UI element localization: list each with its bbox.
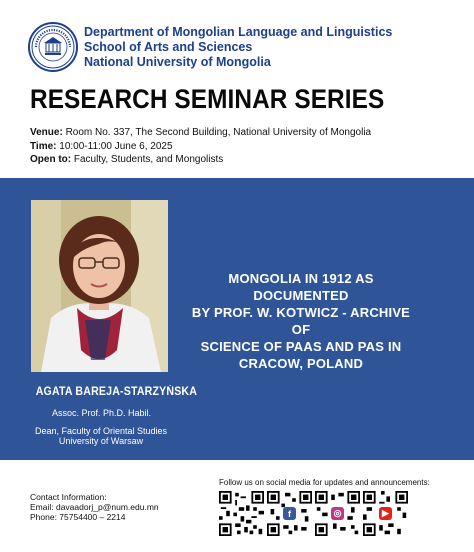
speaker-rank: Assoc. Prof. Ph.D. Habil. [51, 408, 152, 418]
talk-title-line: CRACOW, POLAND [238, 356, 364, 371]
speaker-affiliation [22, 426, 180, 446]
contact-email[interactable]: Email: davaadorj_p@num.edu.mn [30, 502, 159, 512]
instagram-icon: ◎ [331, 507, 344, 520]
speaker-name: AGATA BAREJA-STARZYŃSKA [35, 386, 198, 398]
qr-code-icon [219, 491, 264, 536]
talk-title-line: BY PROF. W. KOTWICZ - ARCHIVE OF [191, 305, 411, 337]
talk-title-line: MONGOLIA IN 1912 AS DOCUMENTED [228, 271, 374, 303]
audience-value: Faculty, Students, and Mongolists [71, 154, 224, 165]
qr-code-website[interactable] [219, 491, 264, 536]
facebook-icon: f [283, 507, 296, 520]
time-row [30, 140, 371, 154]
talk-title [186, 270, 416, 372]
social-follow-text: Follow us on social media for updates and announcements: [219, 478, 430, 487]
university-line: National University of Mongolia [84, 55, 271, 69]
speaker-portrait-illustration [31, 200, 168, 372]
speaker-university-line: University of Warsaw [58, 436, 144, 446]
contact-information [30, 492, 159, 522]
venue-row [30, 126, 371, 140]
qr-code-facebook[interactable] [267, 491, 312, 536]
audience-row [30, 153, 371, 167]
venue-label: Venue: [30, 127, 63, 138]
contact-phone: Phone: 75754400 – 2214 [30, 512, 126, 522]
university-seal-logo [28, 22, 78, 72]
department-line: Department of Mongolian Language and Linguistics [84, 25, 393, 39]
header [0, 0, 474, 178]
school-line: School of Arts and Sciences [84, 40, 253, 54]
event-details [30, 126, 371, 167]
youtube-icon: ▶ [379, 507, 392, 520]
seminar-title: RESEARCH SEMINAR SERIES [30, 84, 385, 114]
time-label: Time: [30, 140, 57, 152]
venue-value: Room No. 337, The Second Building, National University of Mongolia [62, 127, 372, 138]
speaker-role-line: Dean, Faculty of Oriental Studies [34, 426, 168, 436]
talk-title-line: SCIENCE OF PAAS AND PAS IN [200, 339, 402, 354]
qr-code-youtube[interactable] [363, 491, 408, 536]
audience-label: Open to: [30, 154, 72, 165]
department-block [84, 25, 392, 70]
time-value: 10:00-11:00 June 6, 2025 [56, 140, 173, 152]
qr-code-instagram[interactable] [315, 491, 360, 536]
contact-heading: Contact Information: [30, 492, 107, 502]
